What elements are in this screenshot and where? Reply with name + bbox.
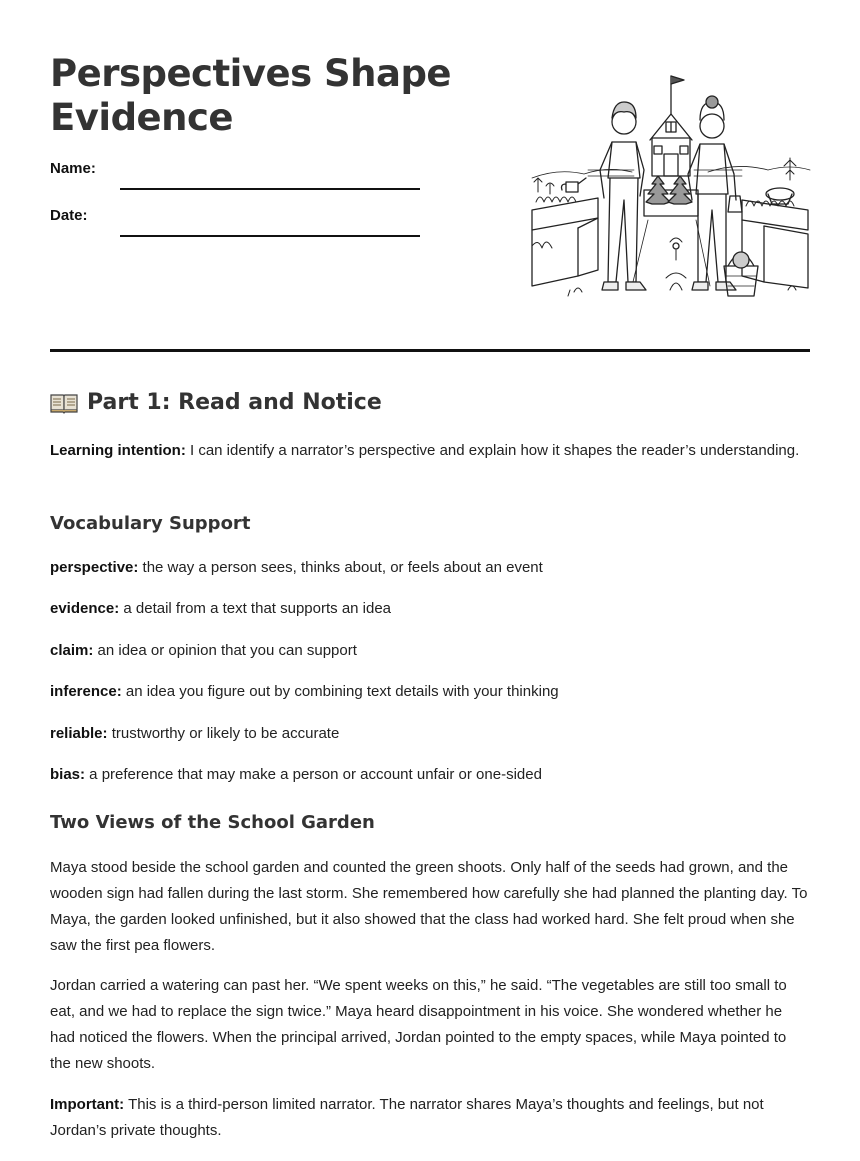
part1-heading-text: Part 1: Read and Notice [87, 390, 382, 415]
important-note [50, 1092, 810, 1144]
vocab-definition: an idea or opinion that you can support [93, 642, 357, 659]
date-line[interactable] [120, 235, 420, 237]
worksheet-title: Perspectives Shape Evidence [50, 52, 452, 139]
learning-intention-label: Learning intention: [50, 442, 186, 459]
vocab-definition: an idea you figure out by combining text details with your thinking [121, 683, 559, 700]
date-field[interactable] [50, 207, 420, 237]
vocab-definition: a preference that may make a person or account unfair or one-sided [85, 766, 542, 783]
header-divider [50, 349, 810, 352]
story-paragraph-1: Maya stood beside the school garden and counted the green shoots. Only half of the seeds had grown, and the wooden sign had fallen during the last storm. She remembered how carefully she had planned the planting day. To Maya, the garden looked unfinished, but it also showed that the class had worked hard. She felt proud when she saw the first pea flowers. [50, 859, 808, 954]
vocab-item-evidence [50, 598, 810, 620]
open-book-icon [50, 392, 78, 414]
vocab-item-claim [50, 640, 810, 662]
vocab-term: reliable: [50, 725, 108, 742]
name-label: Name: [50, 160, 96, 177]
part1-heading [50, 390, 382, 415]
important-text: This is a third-person limited narrator. The narrator shares Maya’s thoughts and feelings, but not Jordan’s private thoughts. [50, 1096, 764, 1139]
story-heading: Two Views of the School Garden [50, 812, 375, 833]
vocab-item-bias [50, 764, 810, 786]
vocab-definition: trustworthy or likely to be accurate [107, 725, 340, 742]
vocab-definition: the way a person sees, thinks about, or feels about an event [138, 559, 543, 576]
vocab-item-perspective [50, 557, 810, 579]
vocab-item-reliable [50, 723, 810, 745]
important-label: Important: [50, 1096, 125, 1113]
vocab-term: bias: [50, 766, 86, 783]
vocab-term: inference: [50, 683, 122, 700]
vocab-term: claim: [50, 642, 94, 659]
name-line[interactable] [120, 188, 420, 190]
vocab-definition: a detail from a text that supports an idea [119, 600, 392, 617]
story-paragraph-2: Jordan carried a watering can past her. “We spent weeks on this,” he said. “The vegetables are still too small to eat, and we had to replace the sign twice.” Maya heard disappointment in his voice. She wondered whether he had noticed the flowers. When the principal arrived, Jordan pointed to the empty spaces, while Maya pointed to the new shoots. [50, 977, 787, 1072]
date-label: Date: [50, 207, 88, 224]
name-field[interactable] [50, 160, 420, 190]
vocabulary-heading: Vocabulary Support [50, 513, 251, 534]
vocab-term: evidence: [50, 600, 120, 617]
school-garden-illustration [528, 70, 812, 306]
vocab-item-inference [50, 681, 810, 703]
vocab-term: perspective: [50, 559, 139, 576]
learning-intention [50, 438, 810, 464]
learning-intention-text: I can identify a narrator’s perspective and explain how it shapes the reader’s understanding. [185, 442, 800, 459]
